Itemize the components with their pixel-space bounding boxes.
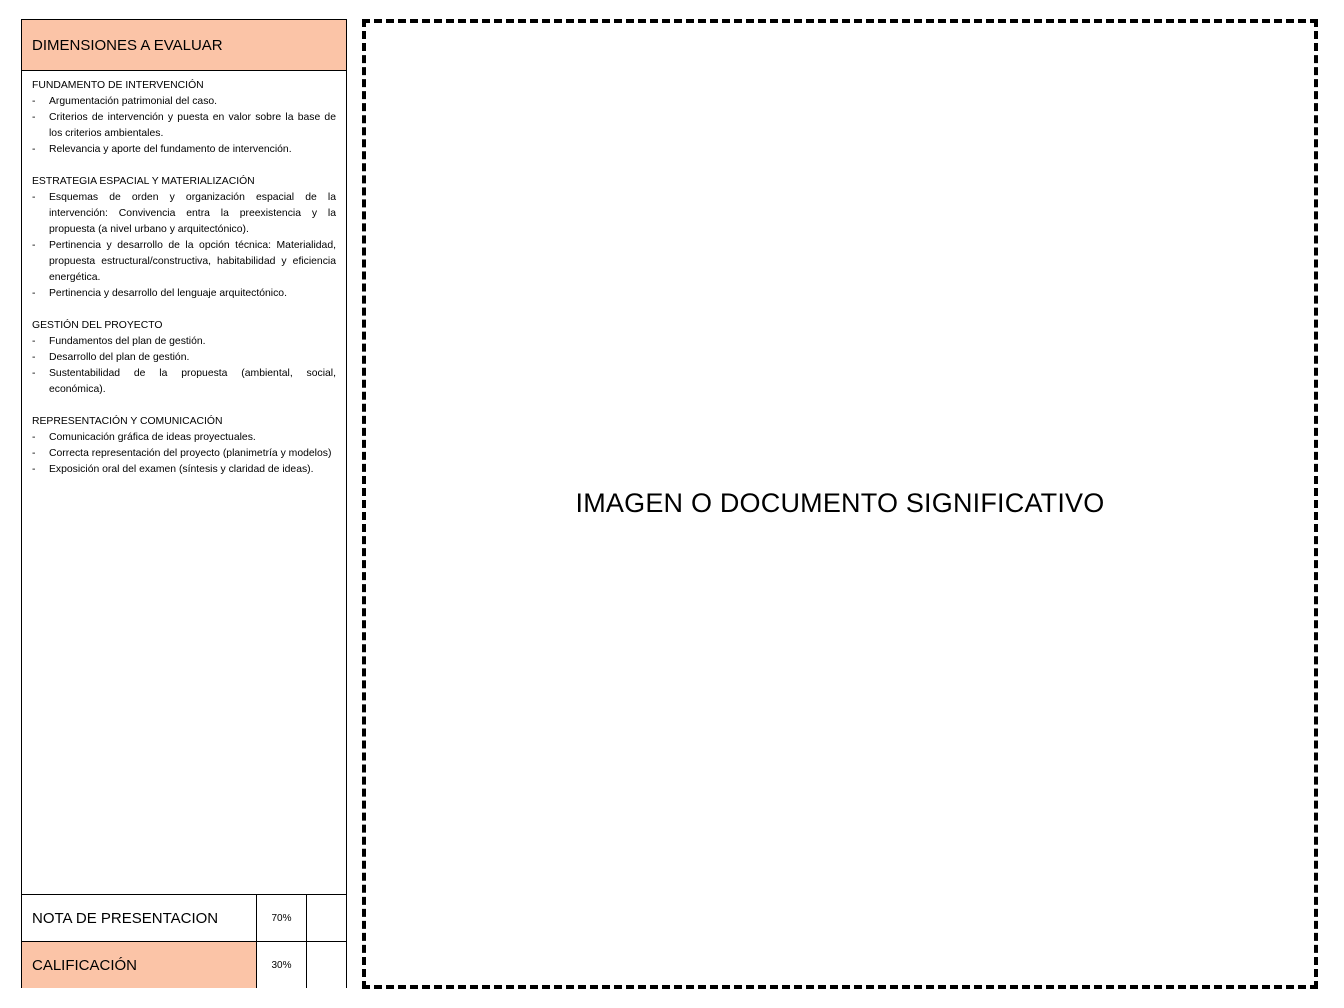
criteria-item: - Fundamentos del plan de gestión.: [32, 336, 206, 347]
section-estrategia: [32, 174, 336, 302]
section-title: GESTIÓN DEL PROYECTO: [32, 320, 163, 331]
nota-value-cell[interactable]: [307, 895, 346, 941]
dimensions-header-title: DIMENSIONES A EVALUAR: [32, 36, 223, 54]
section-title: FUNDAMENTO DE INTERVENCIÓN: [32, 80, 204, 91]
criteria-item: - Exposición oral del examen (síntesis y claridad de ideas).: [32, 464, 314, 475]
criteria-item: - Pertinencia y desarrollo de la opción técnica: Materialidad, propuesta estructural/constructiva, habitabilidad y eficiencia energética.: [32, 240, 336, 283]
criteria-item: - Sustentabilidad de la propuesta (ambiental, social, económica).: [32, 368, 336, 395]
criteria-item: - Esquemas de orden y organización espacial de la intervención: Convivencia entra la preexistencia y la propuesta (a nivel urbano y arquitectónico).: [32, 192, 336, 235]
criteria-item: - Pertinencia y desarrollo del lenguaje arquitectónico.: [32, 288, 287, 299]
section-title: ESTRATEGIA ESPACIAL Y MATERIALIZACIÓN: [32, 176, 255, 187]
calificacion-percent: 30%: [257, 942, 307, 988]
criteria-list: [32, 78, 336, 494]
calificacion-label: CALIFICACIÓN: [22, 942, 257, 988]
nota-percent: 70%: [257, 895, 307, 941]
criteria-item: - Criterios de intervención y puesta en valor sobre la base de los criterios ambientales.: [32, 112, 336, 139]
evaluation-panel: [21, 19, 347, 988]
section-representacion: [32, 414, 336, 478]
calificacion-value-cell[interactable]: [307, 942, 346, 988]
criteria-item: - Desarrollo del plan de gestión.: [32, 352, 190, 363]
image-placeholder-text: IMAGEN O DOCUMENTO SIGNIFICATIVO: [575, 487, 1105, 518]
image-placeholder-box[interactable]: [362, 19, 1318, 989]
section-gestion: [32, 318, 336, 398]
calificacion-row: [22, 941, 346, 988]
criteria-item: - Relevancia y aporte del fundamento de intervención.: [32, 144, 292, 155]
nota-label: NOTA DE PRESENTACION: [22, 895, 257, 941]
criteria-item: - Correcta representación del proyecto (planimetría y modelos): [32, 448, 332, 459]
dimensions-header: [22, 20, 346, 71]
criteria-item: - Argumentación patrimonial del caso.: [32, 96, 218, 107]
section-fundamento: [32, 78, 336, 158]
section-title: REPRESENTACIÓN Y COMUNICACIÓN: [32, 416, 223, 427]
criteria-item: - Comunicación gráfica de ideas proyectuales.: [32, 432, 256, 443]
nota-row: [22, 894, 346, 941]
